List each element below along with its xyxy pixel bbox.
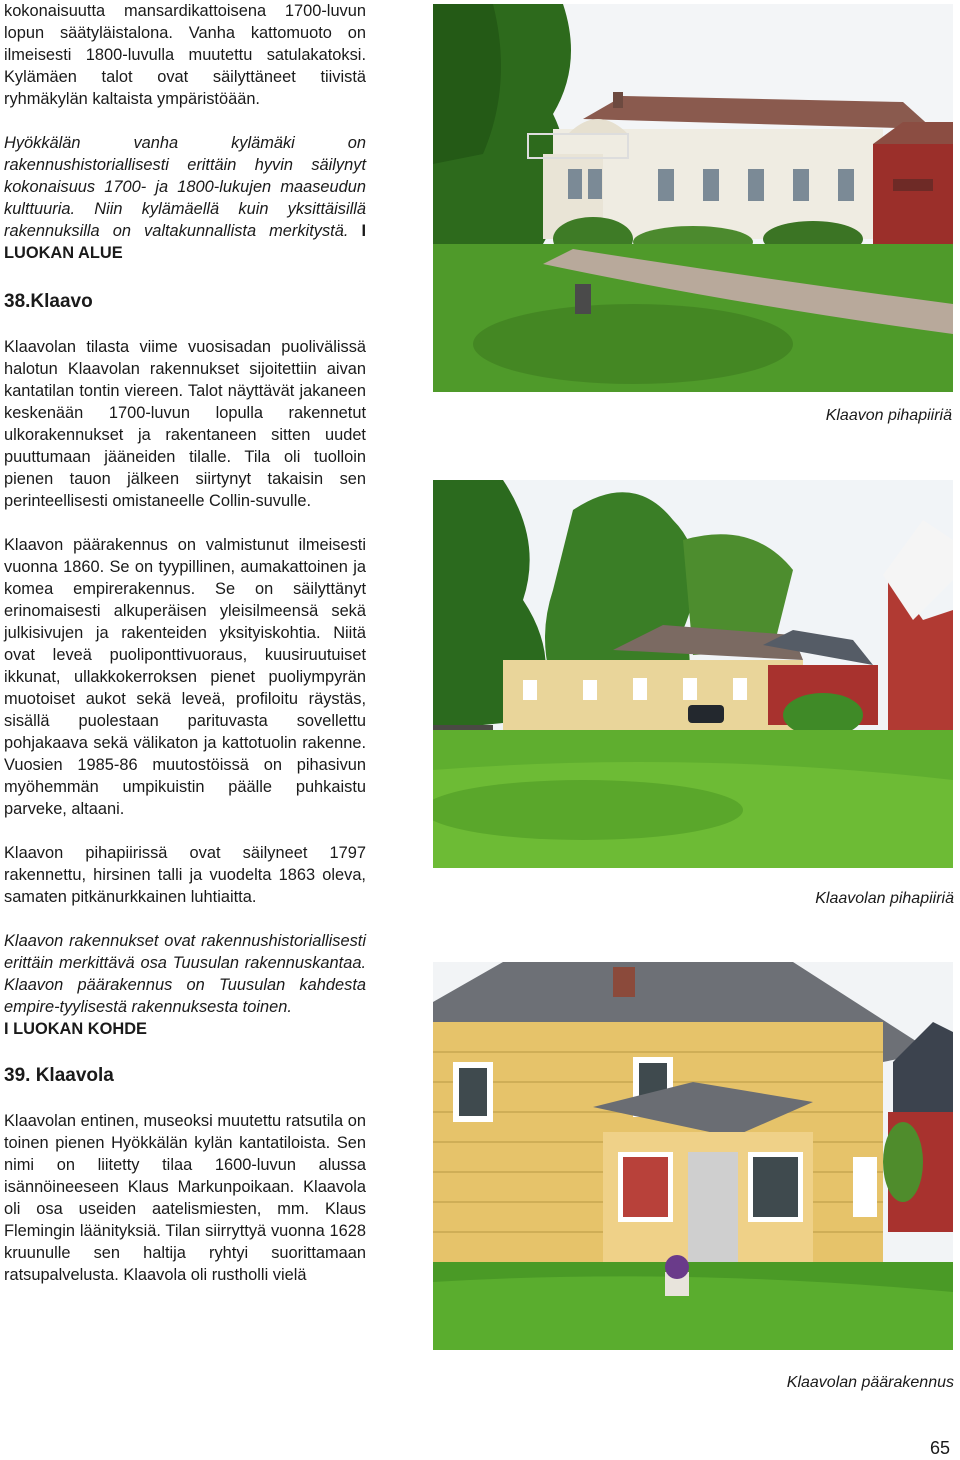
- photo-klaavola-main-building: [433, 962, 953, 1350]
- section-38-paragraph-1: Klaavolan tilasta viime vuosisadan puolivälissä halotun Klaavolan rakennukset sijoitettiin aivan kantatilan tontin viereen. Talot näyttävät jakaneen keskenään 1700-luvun lopulla rakennetut ulkorakennukset ja rakentaneen sitten uudet puuttumaan jääneiden tilalle. Tila oli tuolloin pienen tauon jälkeen siirtynyt takaisin sen perinteellisesti omistaneelle Collin-suvulle.: [4, 338, 366, 510]
- caption-photo-1: Klaavon pihapiiriä: [825, 407, 952, 424]
- caption-photo-2: Klaavolan pihapiiriä: [815, 890, 954, 907]
- hyokkala-note-text: Hyökkälän vanha kylämäki on rakennushistoriallisesti erittäin hyvin säilynyt kokonaisuus 1700- ja 1800-lukujen maaseudun kulttuuria. Niin kylämäellä kuin yksittäisillä rakennuksilla on valtakunnallista merkitystä.: [4, 134, 366, 240]
- section-39-paragraph-1: Klaavolan entinen, museoksi muutettu ratsutila on toinen pienen Hyökkälän kylän kantatiloista. Sen nimi on liitetty tilaa 1600-luvun alussa isännöineeseen Klaus Markunpoikaan. Klaavola oli osa useiden aatelismiesten, mm. Klaus Flemingin läänityksiä. Tilan siirryttyä vuonna 1628 kruunulle sen haltija ryhtyi suorittamaan ratsupalvelusta. Klaavola oli rustholli vielä: [4, 1112, 366, 1284]
- section-39-heading: 39. Klaavola: [4, 1065, 114, 1086]
- photo-klaavo-yard: [433, 4, 953, 392]
- photo-klaavola-yard-illustration: [433, 480, 953, 868]
- section-38-paragraph-2: Klaavon päärakennus on valmistunut ilmeisesti vuonna 1860. Se on tyypillinen, aumakattoinen ja komea empirerakennus. Se on säilyttänyt erinomaisesti alkuperäisen yleisilmeensä sekä julkisivujen ja rakenteiden yksityiskohtia. Niitä ovat leveä puoliponttivuoraus, kuusiruutuiset ikkunat, ullakkokerroksen pienet puoliympyrän muotoiset aukot sekä leveä, profiloitu räystäs, sisällä puolestaan parituvasta sovellettu pohjakaava sekä välikaton ja kattotuolin rakenne. Vuosien 1985-86 muutostöissä on pihasivun myöhemmän umpikuistin päälle puhkaistu parveke, altaani.: [4, 536, 366, 818]
- hyokkala-note: [4, 132, 366, 264]
- section-38-heading: 38.Klaavo: [4, 291, 93, 312]
- photo-klaavola-yard: [433, 480, 953, 868]
- section-38-paragraph-3: Klaavon pihapiirissä ovat säilyneet 1797 rakennettu, hirsinen talli ja vuodelta 1863 oleva, samaten pitkänurkkainen luhtiaitta.: [4, 844, 366, 906]
- page-number: 65: [929, 1438, 950, 1458]
- photo-klaavola-main-building-illustration: [433, 962, 953, 1350]
- intro-paragraph: kokonaisuutta mansardikattoisena 1700-luvun lopun säätyläistalona. Vanha kattomuoto on ilmeisesti 1800-luvulla muutettu satulakatoksi. Kylämäen talot ovat säilyttäneet tiivistä ryhmäkylän kaltaista ympäristöään.: [4, 2, 366, 108]
- photo-klaavo-yard-illustration: [433, 4, 953, 392]
- section-38-class-label: I LUOKAN KOHDE: [4, 1020, 147, 1038]
- text-column: [4, 0, 366, 1286]
- caption-photo-3: Klaavolan päärakennus: [786, 1374, 954, 1391]
- hyokkala-class-label: I LUOKAN ALUE: [4, 222, 366, 262]
- section-38-note: Klaavon rakennukset ovat rakennushistoriallisesti erittäin merkittävä osa Tuusulan rakennuskantaa. Klaavon päärakennus on Tuusulan kahdesta empire-tyylisestä rakennuksesta toinen.: [4, 932, 366, 1016]
